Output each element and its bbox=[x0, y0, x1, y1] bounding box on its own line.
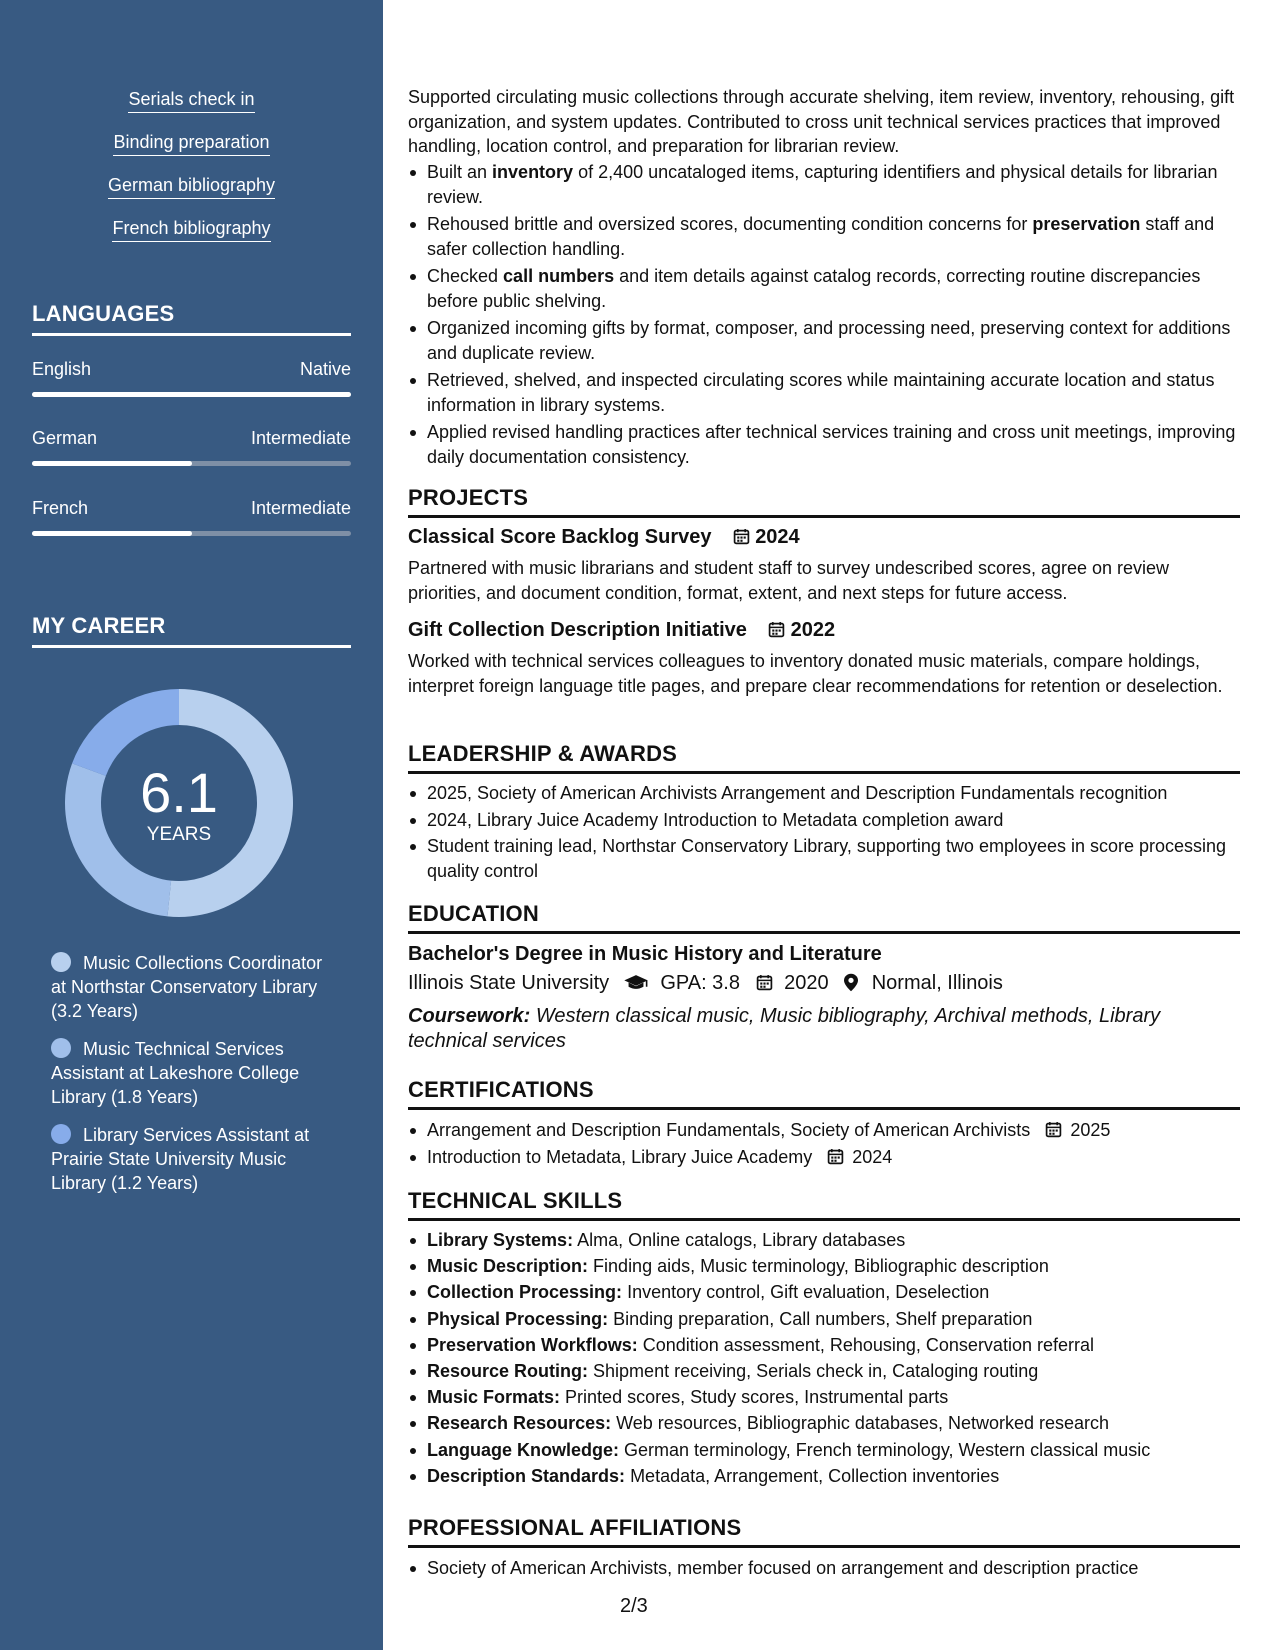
skill-tag: Serials check in bbox=[128, 88, 254, 113]
bullet-text: Checked bbox=[427, 266, 504, 286]
project-year: 2024 bbox=[755, 526, 800, 548]
certifications-heading: CERTIFICATIONS bbox=[408, 1077, 1240, 1110]
skill-value: Web resources, Bibliographic databases, Networked research bbox=[616, 1413, 1110, 1434]
list-item bbox=[408, 1359, 1240, 1384]
language-level: Native bbox=[299, 359, 351, 379]
project-title bbox=[408, 526, 1240, 549]
list-item bbox=[408, 1333, 1240, 1358]
calendar-icon bbox=[768, 621, 785, 638]
project-name: Gift Collection Description Initiative bbox=[408, 619, 747, 641]
project-year: 2022 bbox=[790, 619, 836, 641]
bullet-text: of 2,400 uncataloged items, capturing identifiers and physical details for librarian review. bbox=[427, 162, 1218, 207]
list-item bbox=[408, 1118, 1240, 1143]
skill-value: Printed scores, Study scores, Instrumental parts bbox=[565, 1387, 949, 1408]
legend-dot bbox=[51, 952, 71, 972]
skill-value: Condition assessment, Rehousing, Conservation referral bbox=[642, 1334, 1094, 1355]
career-heading: MY CAREER bbox=[32, 613, 351, 648]
skill-tag: French bibliography bbox=[112, 217, 270, 242]
graduation-year: 2020 bbox=[784, 972, 829, 994]
language-name: English bbox=[32, 359, 92, 379]
school-name: Illinois State University bbox=[408, 972, 610, 994]
bullet-text: Applied revised handling practices after technical services training and cross unit meetings, improving daily documentation consistency. bbox=[427, 422, 1236, 467]
calendar-icon bbox=[827, 1148, 844, 1165]
career-item-text: Library Services Assistant at Prairie State University Music Library (1.2 Years) bbox=[51, 1125, 310, 1193]
language-name: German bbox=[32, 428, 98, 448]
project-description: Worked with technical services colleagues to inventory donated music materials, compare holdings, interpret foreign language title pages, and prepare clear recommendations for retention or deselection. bbox=[408, 651, 1223, 696]
legend-dot bbox=[51, 1124, 71, 1144]
list-item bbox=[408, 160, 1240, 209]
list-item: 2024, Library Juice Academy Introduction to Metadata completion award bbox=[408, 808, 1240, 833]
career-item-text: Music Technical Services Assistant at Lakeshore College Library (1.8 Years) bbox=[51, 1039, 300, 1107]
language-bar bbox=[32, 392, 351, 397]
calendar-icon bbox=[733, 528, 750, 545]
languages-heading: LANGUAGES bbox=[32, 301, 351, 336]
list-item bbox=[408, 1307, 1240, 1332]
education-heading: EDUCATION bbox=[408, 901, 1240, 934]
bullet-text: Organized incoming gifts by format, composer, and processing need, preserving context for additions and duplicate review. bbox=[427, 318, 1231, 363]
skill-label: Collection Processing: bbox=[427, 1282, 623, 1303]
bullet-text: and item details against catalog records, correcting routine discrepancies before public shelving. bbox=[427, 266, 1201, 311]
leadership-list bbox=[408, 781, 1240, 883]
certification-name: Arrangement and Description Fundamentals, Society of American Archivists bbox=[427, 1120, 1031, 1140]
language-bar-fill bbox=[32, 392, 351, 397]
bullet-bold: preservation bbox=[1032, 214, 1141, 234]
skill-value: German terminology, French terminology, Western classical music bbox=[624, 1439, 1151, 1460]
list-item bbox=[408, 1145, 1240, 1170]
experience-bullets bbox=[408, 160, 1240, 469]
certification-year: 2024 bbox=[852, 1146, 893, 1167]
skill-label: Language Knowledge: bbox=[427, 1439, 620, 1460]
bullet-text: staff and safer collection handling. bbox=[427, 214, 1215, 259]
list-item bbox=[408, 368, 1240, 417]
skills-heading: TECHNICAL SKILLS bbox=[408, 1188, 1240, 1221]
degree-title: Bachelor's Degree in Music History and Literature bbox=[408, 943, 882, 965]
language-bar bbox=[32, 531, 351, 536]
project-name: Classical Score Backlog Survey bbox=[408, 526, 712, 548]
project-title bbox=[408, 619, 1240, 642]
skill-label: Preservation Workflows: bbox=[427, 1334, 638, 1355]
list-item bbox=[408, 1411, 1240, 1436]
bullet-text: Rehoused brittle and oversized scores, documenting condition concerns for bbox=[427, 214, 1033, 234]
skill-value: Finding aids, Music terminology, Bibliographic description bbox=[593, 1256, 1049, 1277]
skill-value: Inventory control, Gift evaluation, Deselection bbox=[627, 1282, 990, 1303]
language-bar-fill bbox=[32, 531, 192, 536]
skill-value: Alma, Online catalogs, Library databases bbox=[577, 1230, 906, 1250]
bullet-bold: call numbers bbox=[503, 266, 615, 286]
coursework-label: Coursework: bbox=[408, 1005, 531, 1027]
gpa: GPA: 3.8 bbox=[660, 972, 740, 994]
education-details bbox=[408, 972, 1240, 995]
list-item: 2025, Society of American Archivists Arrangement and Description Fundamentals recognition bbox=[408, 781, 1240, 806]
certification-year: 2025 bbox=[1070, 1120, 1111, 1140]
skill-label: Description Standards: bbox=[427, 1465, 626, 1486]
skill-tag: German bibliography bbox=[108, 174, 275, 199]
list-item: Society of American Archivists, member focused on arrangement and description practice bbox=[408, 1556, 1240, 1581]
career-total-unit: YEARS bbox=[146, 824, 212, 845]
skill-tag: Binding preparation bbox=[113, 131, 269, 156]
list-item bbox=[408, 1385, 1240, 1410]
skills-list bbox=[408, 1228, 1240, 1490]
sidebar bbox=[0, 0, 383, 1650]
school-location: Normal, Illinois bbox=[871, 972, 1003, 994]
bullet-text: Built an bbox=[427, 162, 493, 182]
skill-label: Research Resources: bbox=[427, 1413, 612, 1434]
list-item bbox=[408, 1280, 1240, 1305]
leadership-heading: LEADERSHIP & AWARDS bbox=[408, 741, 1240, 774]
list-item bbox=[408, 1464, 1240, 1489]
career-total-years: 6.1 bbox=[140, 761, 218, 824]
affiliations-list bbox=[408, 1556, 1240, 1581]
career-item bbox=[51, 1037, 331, 1109]
language-name: French bbox=[32, 498, 89, 518]
career-item bbox=[51, 1123, 331, 1195]
affiliations-heading: PROFESSIONAL AFFILIATIONS bbox=[408, 1515, 1240, 1548]
page-number: 2/3 bbox=[620, 1595, 648, 1617]
list-item bbox=[408, 212, 1240, 261]
calendar-icon bbox=[756, 974, 773, 991]
skill-label: Physical Processing: bbox=[427, 1308, 609, 1329]
language-bar-fill bbox=[32, 461, 192, 466]
skill-value: Shipment receiving, Serials check in, Cataloging routing bbox=[593, 1360, 1039, 1381]
language-level: Intermediate bbox=[250, 428, 351, 448]
bullet-text: Retrieved, shelved, and inspected circulating scores while maintaining accurate location and status information in library systems. bbox=[427, 370, 1215, 415]
certifications-list bbox=[408, 1118, 1240, 1169]
location-pin-icon bbox=[844, 973, 858, 992]
coursework-text: Western classical music, Music bibliography, Archival methods, Library technical services bbox=[408, 1005, 1161, 1052]
list-item bbox=[408, 1254, 1240, 1279]
list-item bbox=[408, 420, 1240, 469]
skill-label: Music Formats: bbox=[427, 1387, 561, 1408]
skill-value: Metadata, Arrangement, Collection inventories bbox=[630, 1465, 1000, 1486]
skill-label: Resource Routing: bbox=[427, 1360, 589, 1381]
skill-value: Binding preparation, Call numbers, Shelf preparation bbox=[613, 1308, 1033, 1329]
experience-summary: Supported circulating music collections through accurate shelving, item review, inventory, rehousing, gift organization, and system updates. Contributed to cross unit technical services practices that improved handling, location control, and preparation for librarian review. bbox=[408, 87, 1235, 156]
language-bar bbox=[32, 461, 351, 466]
bullet-bold: inventory bbox=[492, 162, 574, 182]
list-item bbox=[408, 316, 1240, 365]
skill-tags bbox=[0, 88, 383, 260]
calendar-icon bbox=[1045, 1121, 1062, 1138]
list-item bbox=[408, 264, 1240, 313]
skill-label: Library Systems: bbox=[427, 1230, 574, 1250]
legend-dot bbox=[51, 1038, 71, 1058]
list-item bbox=[408, 1228, 1240, 1253]
certification-name: Introduction to Metadata, Library Juice Academy bbox=[427, 1146, 813, 1167]
career-item bbox=[51, 951, 331, 1023]
project-description: Partnered with music librarians and student staff to survey undescribed scores, agree on review priorities, and document condition, format, extent, and next steps for future access. bbox=[408, 558, 1170, 603]
coursework bbox=[408, 1004, 1198, 1053]
graduation-cap-icon bbox=[623, 974, 649, 991]
language-level: Intermediate bbox=[250, 498, 351, 518]
projects-heading: PROJECTS bbox=[408, 485, 1240, 518]
list-item: Student training lead, Northstar Conservatory Library, supporting two employees in score processing quality control bbox=[408, 834, 1240, 883]
list-item bbox=[408, 1438, 1240, 1463]
skill-label: Music Description: bbox=[427, 1256, 589, 1277]
career-item-text: Music Collections Coordinator at Northstar Conservatory Library (3.2 Years) bbox=[51, 953, 323, 1021]
